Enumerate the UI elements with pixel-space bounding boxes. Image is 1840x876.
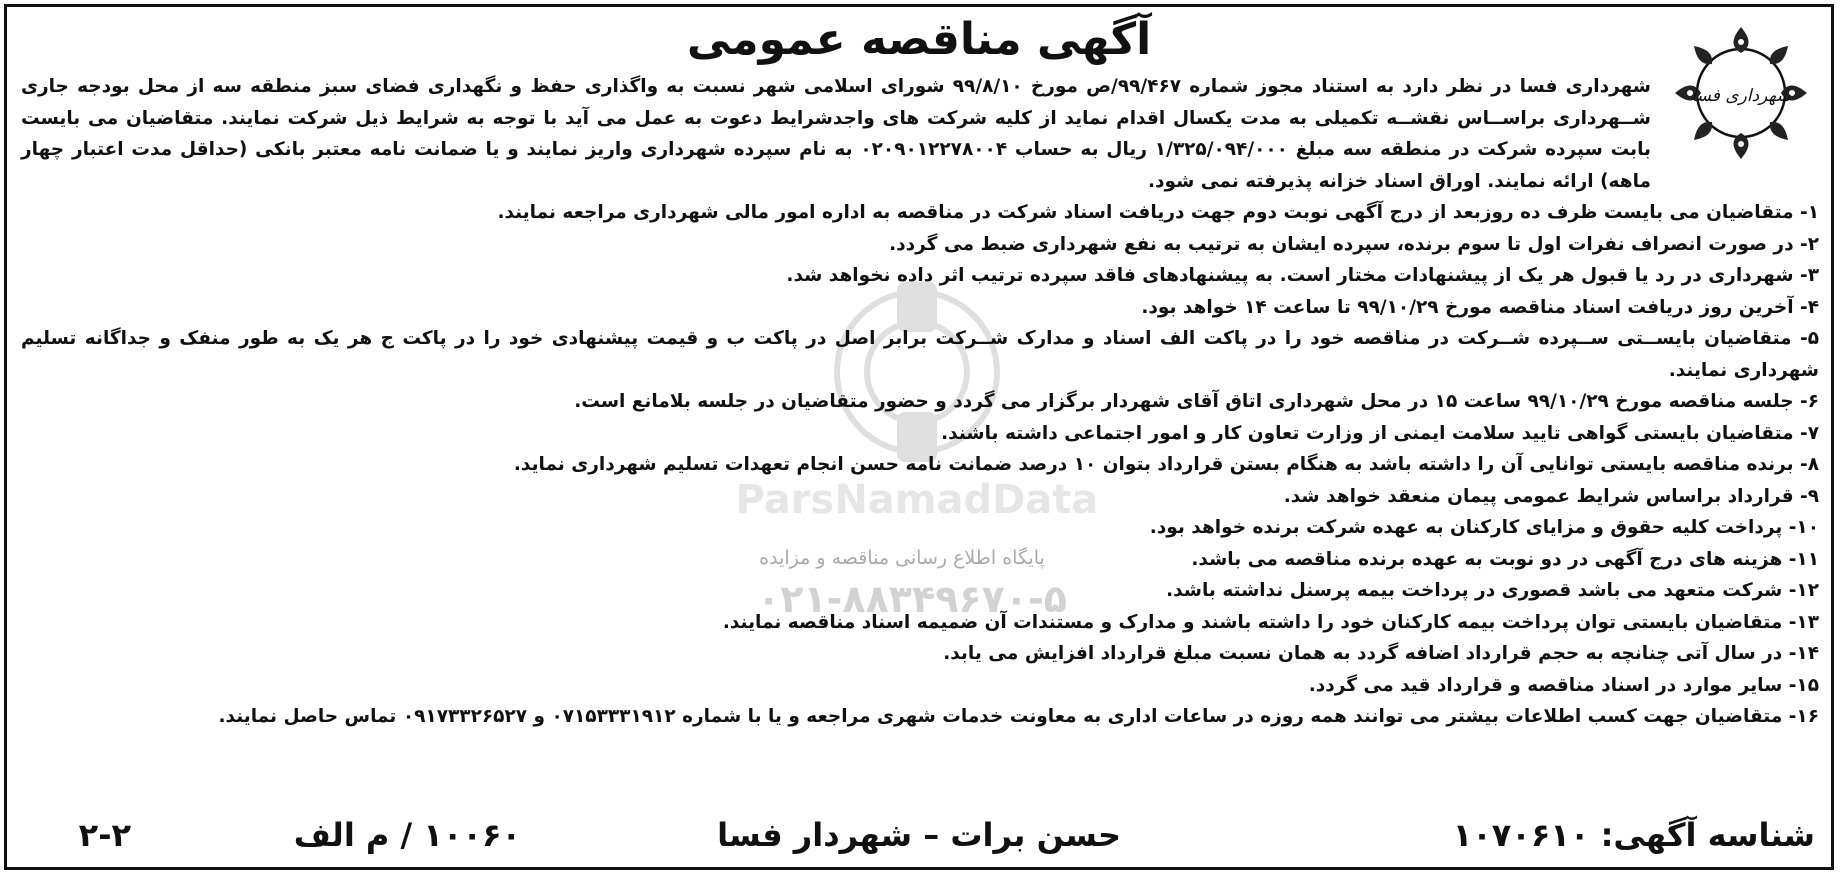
- condition-item-3: ۳- شهرداری در رد یا قبول هر یک از پیشنهادات مختار است. به پیشنهادهای فاقد سپرده ترتیب اثر داده نخواهد شد.: [786, 265, 1819, 286]
- condition-item-13: ۱۳- متقاضیان بایستی توان پرداخت بیمه کارکنان خود را داشته باشند و مدارک و مستندات آن ضمیمه اسناد مناقصه نمایند.: [722, 611, 1819, 633]
- condition-item-16: ۱۶- متقاضیان جهت کسب اطلاعات بیشتر می توانند همه روزه در ساعات اداری به معاونت خدمات شهری مراجعه و یا با شماره ۰۷۱۵۳۳۳۱۹۱۲ و ۰۹۱۷۳۳۲۶۵۲۷ تماس حاصل نمایند.: [218, 706, 1819, 727]
- condition-item-14: ۱۴- در سال آتی چنانچه به حجم قرارداد اضافه گردد به همان نسبت مبلغ قرارداد افزایش می یابد.: [943, 643, 1819, 664]
- reference-number: ۱۰۰۶۰ / م الف: [293, 816, 521, 854]
- page-number: ۲-۲: [78, 816, 131, 854]
- condition-item-10: ۱۰- پرداخت کلیه حقوق و مزایای کارکنان به عهده شرکت برنده خواهد بود.: [1149, 517, 1819, 538]
- notice-content: [7, 7, 1831, 867]
- notice-footer: [7, 809, 1831, 861]
- notice-frame: [4, 4, 1834, 870]
- notice-intro: شهرداری فسا در نظر دارد به استناد مجوز شماره ۹۹/۴۶۷/ص مورخ ۹۹/۸/۱۰ شورای اسلامی شهر نسبت به واگذاری حفظ و نگهداری فضای سبز منطقه سه از محل بودجه جاری شــهرداری براســاس نقشــه تکمیلی به مدت یکسال اقدام نماید از کلیه شرکت های واجدشرایط دعوت به عمل می آید با توجه به شرایط ذیل شرکت نمایند. متقاضیان می بایست بابت سپرده شرکت در منطقه سه مبلغ ۱/۳۲۵/۰۹۴/۰۰۰ ریال به حساب ۰۲۰۹۰۱۲۲۷۸۰۰۴ به نام سپرده شهرداری واریز نمایند و یا ضمانت نامه معتبر بانکی (حداقل مدت اعتبار چهار ماهه) ارائه نمایند. اوراق اسناد خزانه پذیرفته نمی شود.: [21, 76, 1652, 192]
- notice-title: آگهی مناقصه عمومی: [686, 14, 1152, 65]
- condition-item-11: ۱۱- هزینه های درج آگهی در دو نوبت به عهده برنده مناقصه می باشد.: [1191, 548, 1819, 570]
- condition-item-5: ۵- متقاضیان بایســتی ســپرده شــرکت در مناقصه خود را در پاکت الف اسناد و مدارک شــرکت برابر اصل در پاکت ب و قیمت پیشنهادی خود را در پاکت ج هر یک به طور منفک و جداگانه تسلیم شهرداری نمایند.: [21, 328, 1819, 381]
- condition-item-1: ۱- متقاضیان می بایست ظرف ده روزبعد از درج آگهی نوبت دوم جهت دریافت اسناد شرکت در مناقصه به اداره امور مالی شهرداری مراجعه نمایند.: [497, 202, 1819, 223]
- condition-item-6: ۶- جلسه مناقصه مورخ ۹۹/۱۰/۲۹ ساعت ۱۵ در محل شهرداری اتاق آقای شهردار برگزار می گردد و حضور متقاضیان در جلسه بلامانع است.: [574, 391, 1819, 412]
- mayor-signature: حسن برات – شهردار فسا: [717, 816, 1121, 854]
- watermark-site: پایگاه اطلاع رسانی مناقصه و مزایده: [759, 547, 1045, 569]
- condition-item-8: ۸- برنده مناقصه بایستی توانایی آن را داشته باشد به هنگام بستن قرارداد بتوان ۱۰ درصد ضمانت نامه حسن انجام تعهدات تسلیم شهرداری نماید.: [513, 454, 1819, 475]
- condition-item-15: ۱۵- سایر موارد در اسناد مناقصه و قرارداد قید می گردد.: [1308, 674, 1819, 696]
- notice-id: شناسه آگهی: ۱۰۷۰۶۱۰: [1452, 816, 1815, 854]
- notice-body: [21, 71, 1819, 733]
- condition-item-7: ۷- متقاضیان بایستی گواهی تایید سلامت ایمنی از وزارت تعاون کار و امور اجتماعی داشته باشند.: [941, 422, 1819, 444]
- logo-text: شهرداری فسا: [1691, 86, 1791, 106]
- condition-item-12: ۱۲- شرکت متعهد می باشد قصوری در پرداخت بیمه پرسنل نداشته باشد.: [1166, 580, 1819, 601]
- condition-item-4: ۴- آخرین روز دریافت اسناد مناقصه مورخ ۹۹/۱۰/۲۹ تا ساعت ۱۴ خواهد بود.: [1141, 296, 1819, 318]
- condition-item-2: ۲- در صورت انصراف نفرات اول تا سوم برنده، سپرده ایشان به ترتیب به نفع شهرداری ضبط می گردد.: [889, 233, 1819, 255]
- condition-item-9: ۹- قرارداد براساس شرایط عمومی پیمان منعقد خواهد شد.: [1283, 485, 1819, 507]
- watermark-phone: ۰۲۱-۸۸۳۴۹۶۷۰-۵: [757, 577, 1067, 621]
- watermark-brand: ParsNamadData: [735, 477, 1099, 523]
